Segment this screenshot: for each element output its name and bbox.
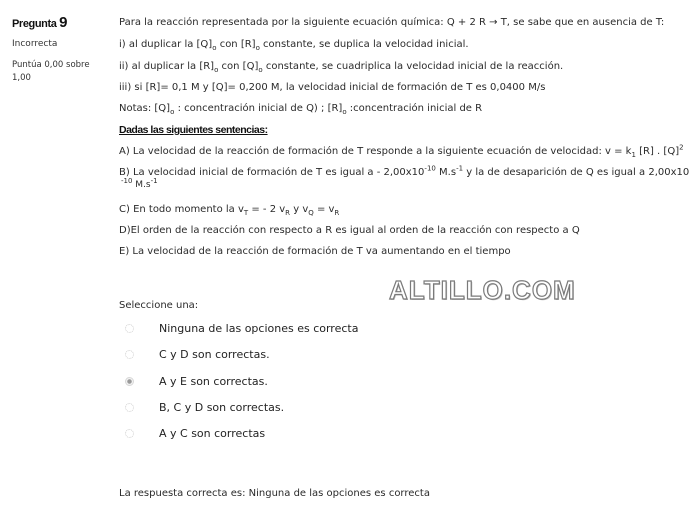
sentence-d: D)El orden de la reacción con respecto a R es igual al orden de la reacción con respecto a Q — [119, 225, 580, 236]
radio-button[interactable] — [125, 350, 134, 359]
sentence-a: A) La velocidad de la reacción de formación de T responde a la siguiente ecuación de velocidad: $v = k_1$ [R] . $[Q]^2$ — [119, 143, 684, 159]
statement-notes: Notas: $[Q]_o$ : concentración inicial de Q) ; $[R]_o$ :concentración inicial de R — [119, 103, 483, 116]
sentence-c: C) En todo momento la $v_T$ = - 2 $v_R$ y $v_Q = v_R$ — [119, 204, 340, 217]
option-1[interactable]: C y D son correctas. — [125, 345, 134, 363]
question-info — [12, 14, 107, 85]
sentences-heading: Dadas las siguientes sentencias: — [119, 124, 268, 136]
radio-button[interactable] — [125, 377, 134, 386]
question-state: Incorrecta — [12, 39, 58, 49]
statement-i: i) al duplicar la $[Q]_o$ con $[R]_o$ constante, se duplica la velocidad inicial. — [119, 39, 469, 52]
option-0[interactable]: Ninguna de las opciones es correcta — [125, 319, 134, 337]
question-grade: Puntúa 0,00 sobre 1,00 — [12, 60, 90, 83]
radio-button[interactable] — [125, 403, 134, 412]
option-3[interactable]: B, C y D son correctas. — [125, 398, 134, 416]
statement-intro: Para la reacción representada por la siguiente ecuación química: Q + 2 R → T, se sabe que en ausencia de T: — [119, 17, 665, 28]
correct-answer-feedback: La respuesta correcta es: Ninguna de las opciones es correcta — [119, 488, 430, 499]
question-number: Pregunta 9 — [12, 14, 68, 31]
radio-button[interactable] — [125, 324, 134, 333]
arrow-icon: → — [485, 17, 501, 28]
option-4[interactable]: A y C son correctas — [125, 424, 134, 442]
sentence-e: E) La velocidad de la reacción de formación de T va aumentando en el tiempo — [119, 246, 511, 257]
statement-ii: ii) al duplicar la $[R]_o$ con $[Q]_o$ constante, se cuadriplica la velocidad inicial de la reacción. — [119, 61, 564, 74]
sentence-b: B) La velocidad inicial de formación de T es igual a - $2,00x10^{-10}$ $M.s^{-1}$ y la de desaparición de Q es igual a 2,00x10 — [119, 164, 690, 178]
select-label: Seleccione una: — [119, 300, 199, 311]
radio-button[interactable] — [125, 429, 134, 438]
statement-iii: iii) si [R]= 0,1 M y [Q]= 0,200 M, la velocidad inicial de formación de T es 0,0400 M/s — [119, 82, 546, 93]
option-2[interactable]: A y E son correctas. — [125, 372, 134, 390]
altillo-watermark: ALTILLO.COM — [389, 275, 576, 305]
sentence-b-continued: $^{-10}$ $M.s^{-1}$ — [121, 177, 158, 190]
